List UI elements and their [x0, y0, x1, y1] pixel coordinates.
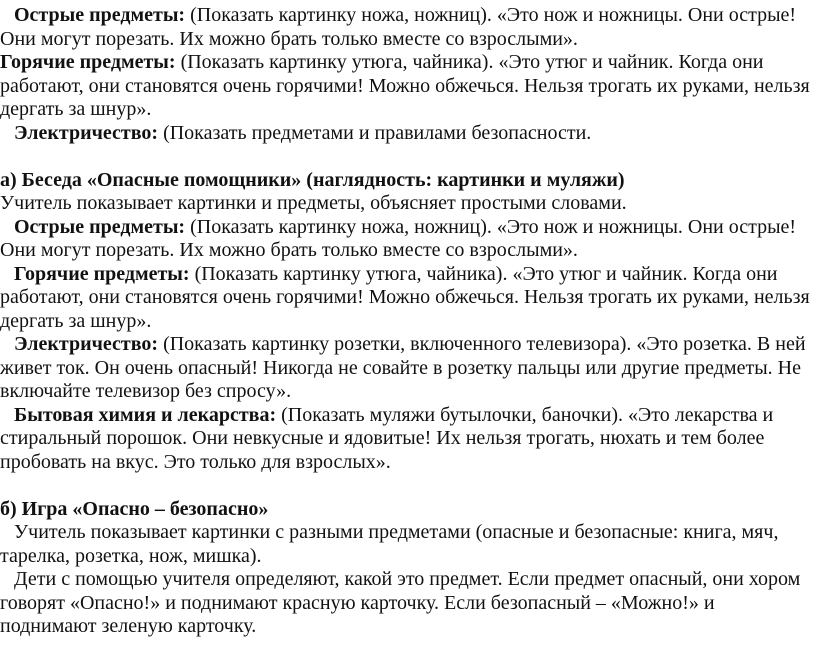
term-hot-objects: Горячие предметы:	[0, 51, 176, 73]
paragraph-text: (Показать картинку ножа, ножниц). «Это нож и ножницы. Они острые! Они могут порезать. Их можно брать только вместе со взрослыми».	[0, 4, 797, 50]
paragraph-text: Учитель показывает картинки с разными предметами (опасные и безопасные: книга, мяч, тарелка, розетка, нож, мишка).	[0, 521, 779, 567]
paragraph-game-pictures	[0, 521, 810, 568]
paragraph-hot-objects-2	[0, 263, 810, 334]
term-sharp-objects: Острые предметы:	[14, 215, 186, 238]
section-heading-b-text: б) Игра «Опасно – безопасно»	[0, 497, 269, 520]
paragraph-text: (Показать муляжи бутылочки, баночки). «Это лекарства и стиральный порошок. Они невкусные и ядовитые! Их нельзя трогать, нюхать и тем более пробовать на вкус. Это только для взрослых».	[0, 403, 774, 473]
section-heading-b	[0, 498, 810, 522]
paragraph-gap	[0, 145, 810, 169]
section-heading-a	[0, 169, 810, 193]
paragraph-electricity-1	[0, 122, 810, 146]
term-household-chemicals: Бытовая химия и лекарства:	[14, 403, 277, 426]
section-heading-a-text: а) Беседа «Опасные помощники» (наглядность: картинки и муляжи)	[0, 168, 625, 191]
paragraph-text: (Показать картинку утюга, чайника). «Это утюг и чайник. Когда они работают, они становятся очень горячими! Можно обжечься. Нельзя трогать их руками, нельзя дергать за шнур».	[0, 262, 810, 332]
term-electricity: Электричество:	[14, 121, 159, 144]
paragraph-text: (Показать картинку ножа, ножниц). «Это нож и ножницы. Они острые! Они могут порезать. Их можно брать только вместе со взрослыми».	[0, 215, 797, 261]
paragraph-text: (Показать картинку розетки, включенного телевизора). «Это розетка. В ней живет ток. Он очень опасный! Никогда не совайте в розетку пальцы или другие предметы. Не включайте телевизор без спросу».	[0, 333, 806, 402]
paragraph-text: Учитель показывает картинки и предметы, объясняет простыми словами.	[0, 192, 627, 214]
paragraph-text: (Показать картинку утюга, чайника). «Это утюг и чайник. Когда они работают, они становятся очень горячими! Можно обжечься. Нельзя трогать их руками, нельзя дергать за шнур».	[0, 51, 810, 120]
paragraph-sharp-objects-1	[0, 4, 810, 51]
paragraph-hot-objects-1	[0, 51, 810, 122]
paragraph-household-chemicals	[0, 404, 810, 475]
term-electricity: Электричество:	[14, 333, 159, 355]
paragraph-teacher-explains	[0, 192, 810, 216]
paragraph-sharp-objects-2	[0, 216, 810, 263]
term-hot-objects: Горячие предметы:	[14, 262, 190, 285]
term-sharp-objects: Острые предметы:	[14, 4, 186, 26]
paragraph-game-rules	[0, 568, 810, 639]
paragraph-gap	[0, 474, 810, 498]
paragraph-electricity-2	[0, 333, 810, 404]
paragraph-text: (Показать предметами и правилами безопасности.	[158, 121, 592, 144]
paragraph-text: Дети с помощью учителя определяют, какой это предмет. Если предмет опасный, они хором говорят «Опасно!» и поднимают красную карточку. Если безопасный – «Можно!» и поднимают зеленую карточку.	[0, 568, 801, 637]
